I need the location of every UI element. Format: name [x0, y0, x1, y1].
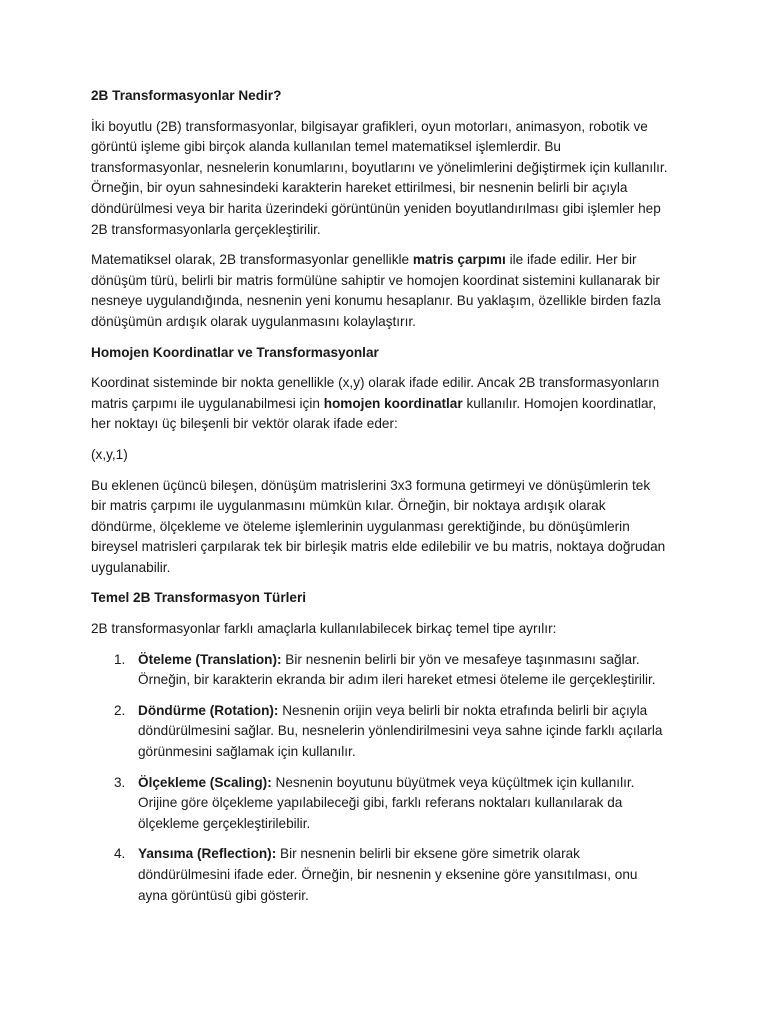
paragraph-homogeneous	[91, 373, 668, 435]
list-item-term: Yansıma (Reflection):	[138, 846, 277, 862]
paragraph-homogeneous-text-1: Koordinat sisteminde bir nokta genellikle (x,y) olarak ifade edilir. Ancak 2B transformasyonların matris çarpımı ile uygulanabilmesi için	[91, 375, 660, 411]
paragraph-matrix	[91, 250, 668, 332]
list-item	[91, 773, 668, 835]
list-item-number: 1.	[114, 651, 126, 667]
list-item	[91, 701, 668, 763]
paragraph-matrix-text-2: ile ifade edilir. Her bir dönüşüm türü, belirli bir matris formülüne sahiptir ve homojen koordinat sistemini kullanarak bir nesneye uygulandığında, nesnenin yeni konumu hesaplanır. Bu yaklaşım, özellikle birden fazla dönüşümün ardışık olarak uygulanmasını kolaylaştırır.	[91, 252, 661, 329]
paragraph-matrix-text-1: Matematiksel olarak, 2B transformasyonlar genellikle	[91, 252, 413, 268]
bold-matrix-multiplication: matris çarpımı	[412, 252, 506, 268]
list-item-term: Döndürme (Rotation):	[138, 702, 279, 718]
list-item-description: Bir nesnenin belirli bir yön ve mesafeye taşınmasını sağlar. Örneğin, bir karakterin ekranda bir adım ileri hareket etmesi öteleme ile gerçekleştirilir.	[138, 651, 656, 688]
list-item	[91, 844, 668, 906]
list-item-number: 4.	[114, 846, 126, 862]
paragraph-homogeneous-text-2: kullanılır. Homojen koordinatlar, her noktayı üç bileşenli bir vektör olarak ifade eder:	[91, 395, 657, 432]
paragraph-intro: İki boyutlu (2B) transformasyonlar, bilgisayar grafikleri, oyun motorları, animasyon, robotik ve görüntü işleme gibi birçok alanda kullanılan temel matematiksel işlemlerdir. Bu transformasyonlar, nesnelerin konumlarını, boyutlarını ve yönelimlerini değiştirmek için kullanılır. Örneğin, bir oyun sahnesindeki karakterin hareket ettirilmesi, bir nesnenin belirli bir açıyla döndürülmesi veya bir harita üzerindeki görüntünün yeniden boyutlandırılması gibi işlemler hep 2B transformasyonlarla gerçekleştirilir.	[91, 118, 668, 237]
paragraph-types-intro: 2B transformasyonlar farklı amaçlarla kullanılabilecek birkaç temel tipe ayrılır:	[91, 621, 557, 637]
list-item-description: Nesnenin boyutunu büyütmek veya küçültmek için kullanılır. Orijine göre ölçekleme yapılabileceği gibi, farklı referans noktaları kullanılarak da ölçekleme gerçekleştirilebilir.	[138, 774, 635, 831]
transformation-type-list	[91, 650, 668, 907]
list-item-description: Bir nesnenin belirli bir eksene göre simetrik olarak döndürülmesini ifade eder. Örneğin, bir nesnenin y eksenine göre yansıtılması, onu ayna görüntüsü gibi gösterir.	[138, 846, 638, 903]
list-item	[91, 650, 668, 691]
section-heading-types: Temel 2B Transformasyon Türleri	[91, 590, 307, 606]
list-item-number: 3.	[114, 774, 126, 790]
list-item-term: Ölçekleme (Scaling):	[138, 774, 272, 790]
list-item-term: Öteleme (Translation):	[138, 651, 282, 667]
section-heading-what-is: 2B Transformasyonlar Nedir?	[91, 88, 282, 103]
vector-notation: (x,y,1)	[91, 446, 128, 462]
bold-homogeneous-coordinates: homojen koordinatlar	[323, 395, 463, 411]
list-item-description: Nesnenin orijin veya belirli bir nokta etrafında belirli bir açıyla döndürülmesini sağlar. Bu, nesnelerin yönlendirilmesini veya sahne içinde farklı açılarla görünmesini sağlamak için kullanılır.	[138, 702, 663, 760]
list-item-number: 2.	[114, 702, 126, 718]
paragraph-third-component: Bu eklenen üçüncü bileşen, dönüşüm matrislerini 3x3 formuna getirmeyi ve dönüşümlerin tek bir matris çarpımı ile uygulanmasını mümkün kılar. Örneğin, bir noktaya ardışık olarak döndürme, ölçekleme ve öteleme işlemlerinin uygulanması gerektiğinde, bu dönüşümlerin bireysel matrisleri çarpılarak tek bir birleşik matris elde edilebilir ve bu matris, noktaya doğrudan uygulanabilir.	[91, 477, 666, 575]
section-heading-homogeneous: Homojen Koordinatlar ve Transformasyonlar	[91, 344, 379, 360]
